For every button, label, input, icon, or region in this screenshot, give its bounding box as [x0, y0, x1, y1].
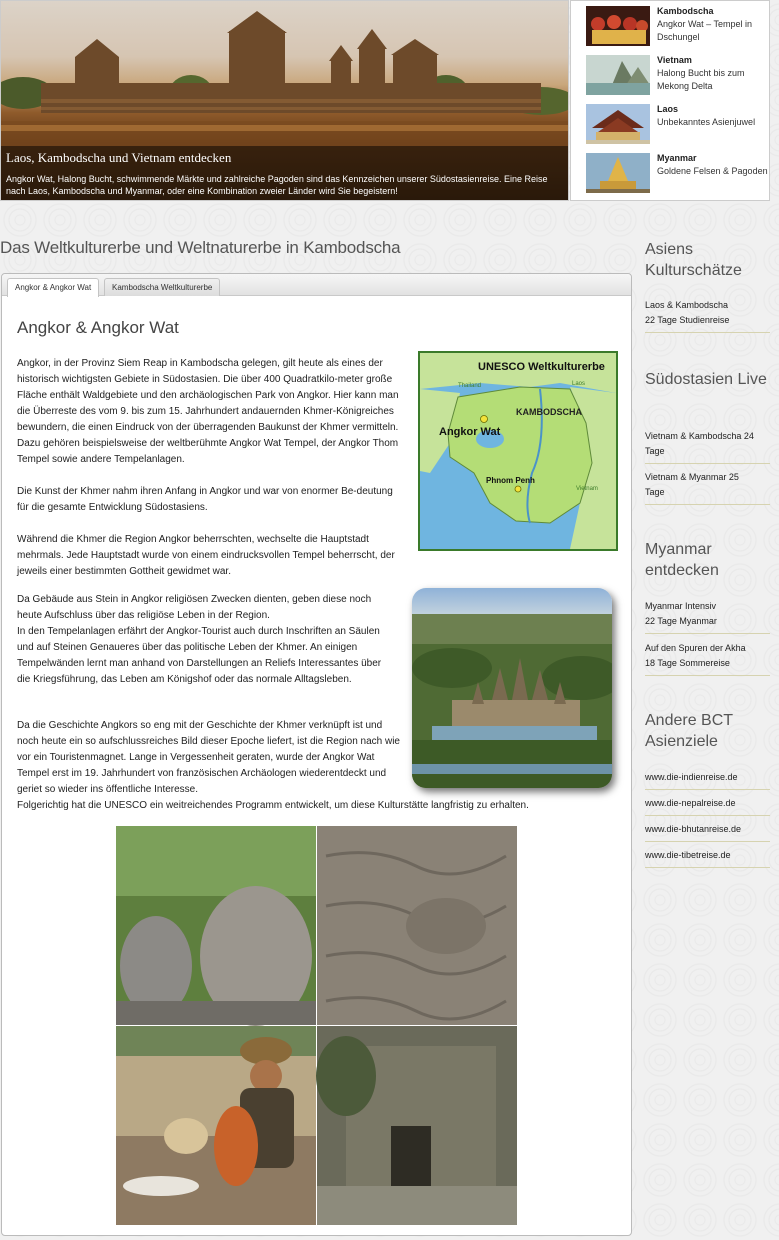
sidebar-heading-kulturschaetze: Asiens Kulturschätze: [645, 241, 742, 279]
tab-kambodscha-weltkulturerbe[interactable]: Kambodscha Weltkulturerbe: [104, 278, 220, 296]
section-title: Angkor & Angkor Wat: [17, 318, 179, 337]
tab-bar: [2, 274, 631, 296]
country-name: Kambodscha: [657, 6, 714, 16]
sidebar-link-laos-kambodscha[interactable]: [645, 298, 770, 333]
sidebar-heading-andere-ziele: Andere BCT Asienziele: [645, 712, 733, 750]
hero-banner[interactable]: [0, 0, 569, 201]
temple-ruins-photo: [316, 1026, 517, 1225]
map-label-thailand: Thailand: [458, 383, 482, 389]
link-line-2: Tage: [645, 446, 665, 456]
country-name: Laos: [657, 104, 679, 114]
link-line-2: 22 Tage Studienreise: [645, 315, 730, 325]
link-line-2: 18 Tage Sommereise: [645, 658, 730, 668]
paragraph-unesco: Folgerichtig hat die UNESCO ein weitreichendes Programm entwickelt, um diese Kulturstätte langfristig zu erhalten.: [17, 800, 529, 811]
sidebar-link-vietnam-myanmar[interactable]: [645, 470, 770, 505]
link-line-1: www.die-indienreise.de: [645, 772, 738, 782]
link-line-1: Myanmar Intensiv: [645, 601, 717, 611]
sidebar-heading-suedostasien-live: Südostasien Live: [645, 371, 767, 388]
sidebar-link-akha[interactable]: [645, 641, 770, 676]
relief-carving-photo: [317, 826, 517, 1025]
paragraph-khmer-art: Die Kunst der Khmer nahm ihren Anfang in Angkor und war von enormer Be-deutung für die gesamte Entwicklung Südostasiens.: [17, 486, 393, 513]
dancers-thumbnail-image: [586, 6, 650, 46]
link-line-2: 22 Tage Myanmar: [645, 616, 717, 626]
paragraph-intro: Angkor, in der Provinz Siem Reap in Kambodscha gelegen, gilt heute als eines der historisch wichtigsten Gebiete in Südostasien. Die über 400 Quadratkilo-meter große Fläche enthält Waldgebiete und den archäologischen Park von Angkor. Hier kann man die Überreste des vom 9. bis zum 15. Jahrhundert andauernden Khmer-Königreiches bewundern, die einen Eindruck von der überragenden Baukunst der Khmer vermitteln. Dazu gehören beispielsweise der weltberühmte Angkor Wat Tempel, der Angkor Thom Tempel sowie andere Tempelanlagen.: [17, 358, 399, 465]
tab-angkor-wat[interactable]: Angkor & Angkor Wat: [7, 278, 99, 297]
sidebar-link-nepalreise[interactable]: [645, 796, 770, 816]
halong-bay-thumbnail-image: [586, 55, 650, 95]
hero-description: Angkor Wat, Halong Bucht, schwimmende Märkte und zahlreiche Pagoden sind das Kennzeichen unserer Südostasienreise. Eine Reise nach Laos, Kambodscha und Myanmar, oder eine Kombination zweier Länder wird Sie begeistern!: [6, 174, 548, 196]
map-label-angkor-wat: Angkor Wat: [439, 426, 501, 438]
country-text: Halong Bucht bis zum Mekong Delta: [657, 68, 745, 91]
country-name: Myanmar: [657, 153, 697, 163]
link-line-1: Laos & Kambodscha: [645, 300, 729, 310]
sidebar-link-tibetreise[interactable]: [645, 848, 770, 868]
laos-temple-thumbnail-image: [586, 104, 650, 144]
country-item-myanmar[interactable]: [586, 153, 770, 197]
sidebar-heading-myanmar: Myanmar entdecken: [645, 541, 719, 579]
map-label-phnom-penh: Phnom Penh: [486, 476, 535, 485]
country-item-kambodscha[interactable]: [586, 6, 770, 50]
country-text: Goldene Felsen & Pagoden: [657, 166, 768, 176]
page-title: Das Weltkulturerbe und Weltnaturerbe in Kambodscha: [0, 238, 401, 257]
paragraph-inscriptions: In den Tempelanlagen erfährt der Angkor-Tourist auch durch Inschriften an Säulen und auf Steinen Genaueres über das politische Leben der Khmer. An einigen Tempelwänden lernt man anhand von Darstellungen an Reliefs Interessantes über die Kriegsführung, das Leben am Königshof oder das normale Alltagsleben.: [17, 626, 382, 685]
map-label-laos: Laos: [572, 381, 586, 387]
country-teaser-box: [570, 0, 770, 201]
paragraph-history: Da die Geschichte Angkors so eng mit der Geschichte der Khmer verknüpft ist und noch heute ein so aufschlussreiches Bild dieser Epoche liefert, ist die Region nach wie vor ein Touristenmagnet. Lange in Vergessenheit geraten, wurde der Angkor Wat Tempel erst im 19. Jahrhundert von französischen Archäologen wiederentdeckt und geriet so wieder ins öffentliche Interesse.: [17, 720, 400, 795]
cambodia-map: [418, 351, 618, 551]
country-item-vietnam[interactable]: [586, 55, 770, 99]
paragraph-capitals: Während die Khmer die Region Angkor beherrschten, wechselte die Hauptstadt mehrmals. Jede Hauptstadt wurde von einem eindrucksvollen Tempel beherrscht, der jeweils einer bestimmten Gottheit gewidmet war.: [17, 534, 395, 577]
photo-collage: [116, 826, 517, 1225]
map-title: UNESCO Weltkulturerbe: [478, 361, 605, 373]
country-text: Angkor Wat – Tempel in Dschungel: [657, 19, 753, 42]
stone-heads-photo: [116, 826, 316, 1026]
country-name: Vietnam: [657, 55, 692, 65]
angkor-aerial-photo: [412, 588, 612, 788]
link-line-1: Vietnam & Kambodscha 24: [645, 431, 754, 441]
country-item-laos[interactable]: [586, 104, 770, 148]
link-line-1: www.die-nepalreise.de: [645, 798, 736, 808]
sidebar-link-vietnam-kambodscha[interactable]: [645, 429, 770, 464]
link-line-1: Vietnam & Myanmar 25: [645, 472, 739, 482]
golden-pagoda-thumbnail-image: [586, 153, 650, 193]
link-line-1: www.die-bhutanreise.de: [645, 824, 742, 834]
link-line-1: www.die-tibetreise.de: [645, 850, 731, 860]
sidebar-link-indienreise[interactable]: [645, 770, 770, 790]
link-line-2: Tage: [645, 487, 665, 497]
hero-title: Laos, Kambodscha und Vietnam entdecken: [6, 150, 232, 165]
map-label-kambodscha: KAMBODSCHA: [516, 407, 582, 417]
link-line-1: Auf den Spuren der Akha: [645, 643, 746, 653]
vendor-woman-photo: [116, 1026, 316, 1225]
sidebar-link-myanmar-intensiv[interactable]: [645, 599, 770, 634]
country-text: Unbekanntes Asienjuwel: [657, 117, 756, 127]
sidebar-link-bhutanreise[interactable]: [645, 822, 770, 842]
content-panel: [1, 273, 632, 1236]
map-label-vietnam: Vietnam: [576, 486, 598, 492]
paragraph-religion: Da Gebäude aus Stein in Angkor religiösen Zwecken dienten, geben diese noch heute Aufschluss über das religiöse Leben in der Region.: [17, 594, 372, 621]
